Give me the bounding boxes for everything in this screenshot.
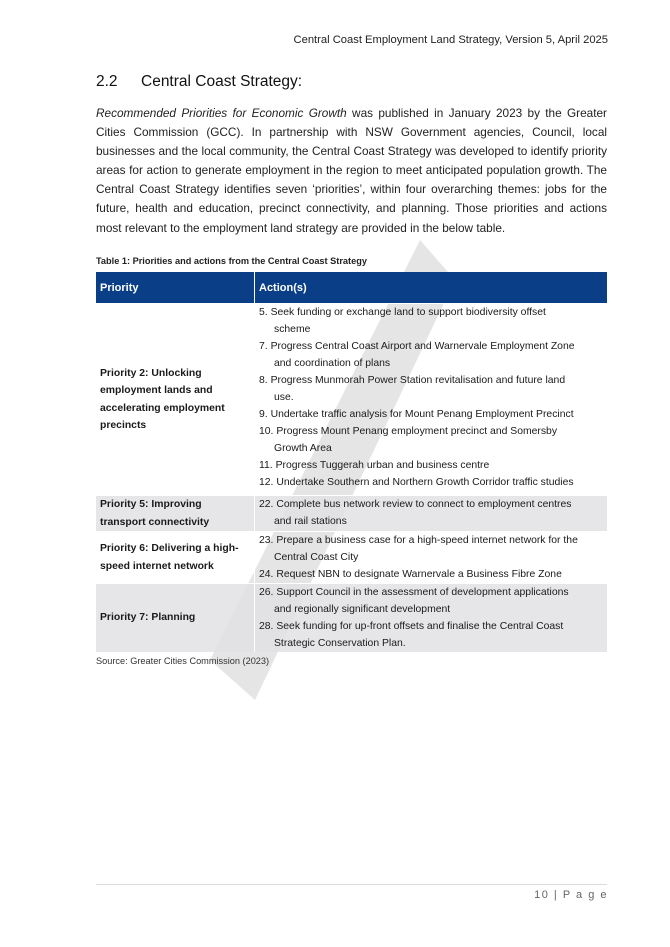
table-row [96, 304, 607, 496]
action-number: 8. [259, 375, 268, 386]
action-continuation: scheme [274, 324, 311, 335]
action-text: Undertake Southern and Northern Growth Corridor traffic studies [276, 477, 574, 488]
table-caption: Table 1: Priorities and actions from the Central Coast Strategy [96, 256, 367, 266]
action-item [255, 566, 607, 583]
action-number: 26. [259, 587, 274, 598]
action-item [255, 338, 607, 355]
section-heading [96, 73, 302, 91]
action-item [255, 618, 607, 635]
action-number: 12. [259, 477, 274, 488]
action-text: Support Council in the assessment of development applications [276, 587, 569, 598]
action-text: Prepare a business case for a high-speed internet network for the [276, 535, 578, 546]
action-text: Complete bus network review to connect to employment centres [276, 499, 572, 510]
priority-cell: Priority 5: Improving transport connectivity [96, 496, 255, 532]
table-source: Source: Greater Cities Commission (2023) [96, 656, 270, 666]
table-row [96, 532, 607, 584]
action-text: Progress Tuggerah urban and business centre [275, 460, 490, 471]
action-continuation: Growth Area [274, 443, 332, 454]
action-number: 10. [259, 426, 274, 437]
intro-paragraph [96, 104, 607, 238]
footer-divider [96, 884, 607, 885]
running-header: Central Coast Employment Land Strategy, Version 5, April 2025 [293, 34, 608, 46]
action-number: 7. [259, 341, 268, 352]
action-text: Seek funding or exchange land to support biodiversity offset [270, 307, 546, 318]
priority-cell: Priority 6: Delivering a high-speed internet network [96, 532, 255, 584]
action-item [255, 474, 607, 491]
actions-cell [255, 532, 608, 584]
action-item [255, 304, 607, 321]
action-text: Undertake traffic analysis for Mount Penang Employment Precinct [270, 409, 574, 420]
publication-title: Recommended Priorities for Economic Growth [96, 106, 347, 120]
action-continuation: and rail stations [274, 516, 347, 527]
action-number: 11. [259, 460, 273, 471]
action-item [255, 406, 607, 423]
table-header-row [96, 272, 607, 304]
action-number: 5. [259, 307, 268, 318]
page-separator: | [553, 889, 559, 901]
action-text: Request NBN to designate Warnervale a Business Fibre Zone [276, 569, 562, 580]
action-continuation: and regionally significant development [274, 604, 451, 615]
priority-cell: Priority 2: Unlocking employment lands and accelerating employment precincts [96, 304, 255, 496]
action-text: Seek funding for up-front offsets and finalise the Central Coast [276, 621, 564, 632]
actions-cell [255, 584, 608, 653]
actions-list [255, 496, 607, 530]
action-number: 22. [259, 499, 274, 510]
action-item [255, 423, 607, 440]
page-footer [534, 889, 608, 901]
action-item [255, 457, 607, 474]
page-label: P a g e [562, 889, 608, 901]
header-actions: Action(s) [255, 272, 608, 304]
action-text: Progress Munmorah Power Station revitalisation and future land [270, 375, 566, 386]
action-item [255, 584, 607, 601]
actions-list [255, 532, 607, 583]
actions-list [255, 584, 607, 652]
action-continuation: and coordination of plans [274, 358, 391, 369]
section-number: 2.2 [96, 73, 118, 90]
action-number: 9. [259, 409, 268, 420]
action-item [255, 372, 607, 389]
actions-cell [255, 496, 608, 532]
actions-list [255, 304, 607, 491]
header-priority: Priority [96, 272, 255, 304]
action-item [255, 496, 607, 513]
priorities-table [96, 272, 607, 652]
action-continuation: Central Coast City [274, 552, 359, 563]
action-text: Progress Mount Penang employment precinct and Somersby [276, 426, 558, 437]
action-item [255, 532, 607, 549]
action-continuation: Strategic Conservation Plan. [274, 638, 406, 649]
action-number: 23. [259, 535, 274, 546]
intro-text: was published in January 2023 by the Greater Cities Commission (GCC). In partnership with NSW Government agencies, Council, local businesses and the local community, the Central Coast Strategy was developed to identify priority areas for action to generate employment in the region to meet anticipated population growth. The Central Coast Strategy identifies seven ‘priorities’, within four overarching themes: jobs for the future, health and education, precinct connectivity, and planning. Those priorities and actions most relevant to the employment land strategy are provided in the below table. [96, 106, 607, 235]
action-number: 28. [259, 621, 274, 632]
table-row [96, 584, 607, 653]
section-title: Central Coast Strategy: [141, 73, 303, 90]
action-number: 24. [259, 569, 274, 580]
table-row [96, 496, 607, 532]
action-text: Progress Central Coast Airport and Warnervale Employment Zone [270, 341, 575, 352]
priority-cell: Priority 7: Planning [96, 584, 255, 653]
action-continuation: use. [274, 392, 294, 403]
actions-cell [255, 304, 608, 496]
page-number: 10 [534, 889, 550, 901]
